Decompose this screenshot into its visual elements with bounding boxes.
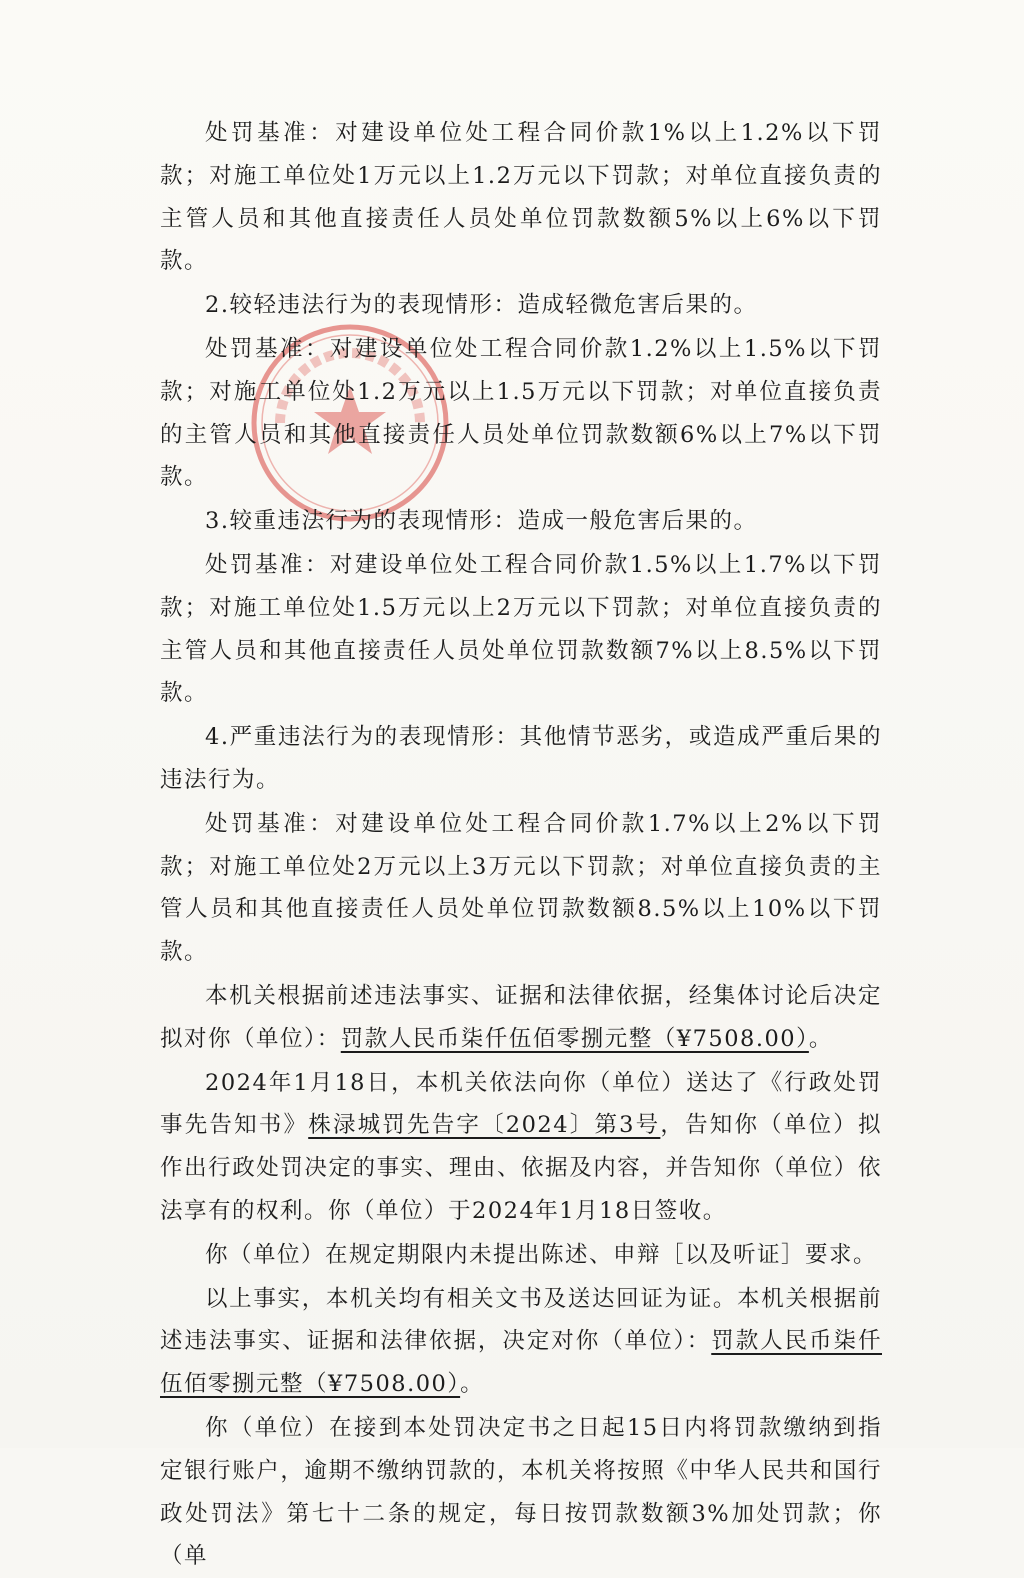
paragraph-penalty-standard-1: 处罚基准：对建设单位处工程合同价款1%以上1.2%以下罚款；对施工单位处1万元以上1.2万元以下罚款；对单位直接负责的主管人员和其他直接责任人员处单位罚款数额5%以上6%以下罚款。 — [160, 120, 882, 275]
paragraph-payment-deadline: 你（单位）在接到本处罚决定书之日起15日内将罚款缴纳到指定银行账户，逾期不缴纳罚款的，本机关将按照《中华人民共和国行政处罚法》第七十二条的规定，每日按罚款数额3%加处罚款；你（单 — [160, 1414, 882, 1570]
decided-fine-amount: 罚款人民币柒仟伍佰零捌元整（¥7508.00） — [160, 1328, 882, 1398]
paragraph-severe-violation: 4.严重违法行为的表现情形：其他情节恶劣，或造成严重后果的违法行为。 — [160, 724, 882, 793]
paragraph-penalty-standard-2: 处罚基准：对建设单位处工程合同价款1.2%以上1.5%以下罚款；对施工单位处1.2万元以上1.5万元以下罚款；对单位直接负责的主管人员和其他直接责任人员处单位罚款数额6%以上7%以下罚款。 — [160, 335, 882, 491]
document-body — [160, 112, 882, 1578]
paragraph-penalty-standard-4: 处罚基准：对建设单位处工程合同价款1.7%以上2%以下罚款；对施工单位处2万元以上3万元以下罚款；对单位直接负责的主管人员和其他直接责任人员处单位罚款数额8.5%以上10%以下罚款。 — [160, 810, 882, 966]
paragraph-serious-violation: 3.较重违法行为的表现情形：造成一般危害后果的。 — [205, 508, 758, 535]
proposed-fine-amount: 罚款人民币柒仟伍佰零捌元整（¥7508.00） — [340, 1025, 809, 1052]
paragraph-penalty-standard-3: 处罚基准：对建设单位处工程合同价款1.5%以上1.7%以下罚款；对施工单位处1.5万元以上2万元以下罚款；对单位直接负责的主管人员和其他直接责任人员处单位罚款数额7%以上8.5%以下罚款。 — [160, 551, 882, 707]
paragraph-no-statement: 你（单位）在规定期限内未提出陈述、申辩［以及听证］要求。 — [205, 1241, 878, 1268]
paragraph-minor-violation: 2.较轻违法行为的表现情形：造成轻微危害后果的。 — [205, 292, 758, 319]
paragraph-decision: 以上事实，本机关均有相关文书及送达回证为证。本机关根据前述违法事实、证据和法律依据，决定对你（单位）：罚款人民币柒仟伍佰零捌元整（¥7508.00）。 — [160, 1285, 882, 1398]
paragraph-advance-notice: 2024年1月18日，本机关依法向你（单位）送达了《行政处罚事先告知书》株渌城罚先告字〔2024〕第3号，告知你（单位）拟作出行政处罚决定的事实、理由、依据及内容，并告知你（单位）依法享有的权利。你（单位）于2024年1月18日签收。 — [160, 1069, 882, 1224]
paragraph-proposed-fine: 本机关根据前述违法事实、证据和法律依据，经集体讨论后决定拟对你（单位）：罚款人民币柒仟伍佰零捌元整（¥7508.00）。 — [160, 982, 882, 1052]
notice-document-number: 株渌城罚先告字〔2024〕第3号 — [308, 1112, 661, 1139]
